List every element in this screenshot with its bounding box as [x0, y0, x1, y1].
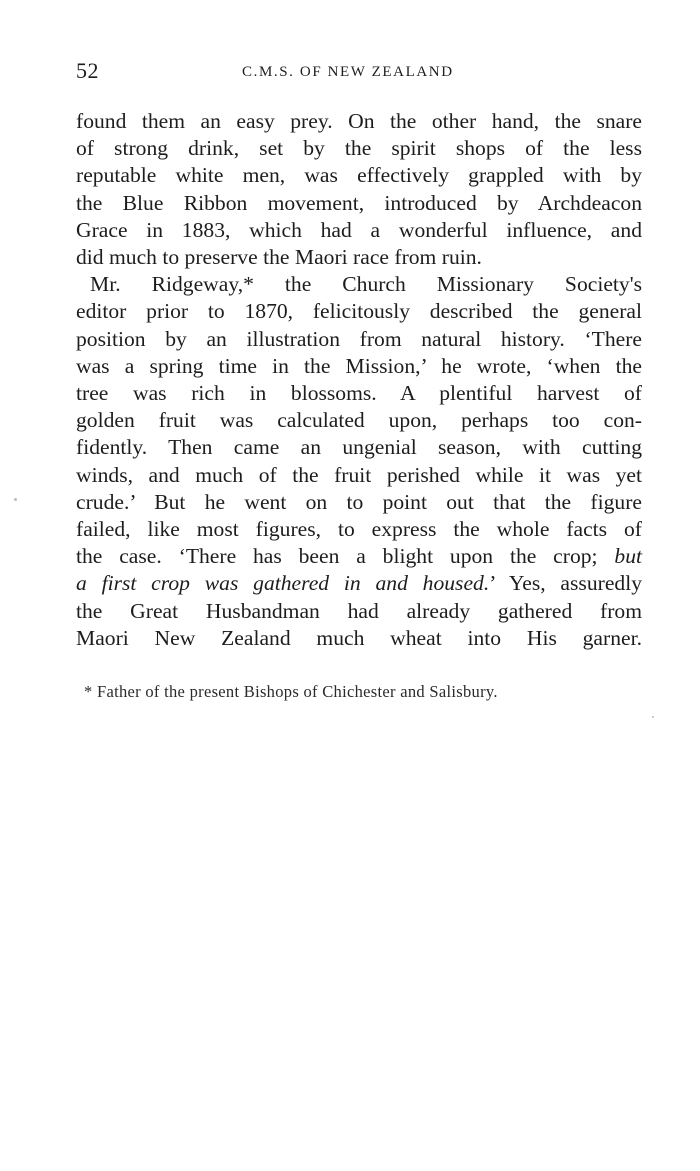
footnote: * Father of the present Bishops of Chichester and Salisbury. — [84, 682, 498, 701]
running-title: C.M.S. OF NEW ZEALAND — [242, 64, 454, 80]
paragraph-1 — [76, 108, 642, 271]
italic-run: a first crop was gathered in and housed. — [76, 571, 490, 596]
text-line: of strong drink, set by the spirit shops of the less — [76, 136, 642, 161]
text-line: Grace in 1883, which had a wonderful influence, and — [76, 217, 642, 242]
text-line-with-italic — [76, 543, 642, 570]
text-line: position by an illustration from natural history. ‘There — [76, 326, 642, 351]
text-line-with-italic — [76, 570, 642, 597]
text-line: the Great Husbandman had already gathered from — [76, 598, 642, 623]
text-run: ’ Yes, assuredly — [489, 571, 642, 596]
running-head — [76, 58, 642, 88]
text-line: was a spring time in the Mission,’ he wrote, ‘when the — [76, 353, 642, 378]
text-line: Mr. Ridgeway,* the Church Missionary Society's — [90, 272, 642, 297]
text-line: failed, like most figures, to express the whole facts of — [76, 517, 642, 542]
body-text — [76, 108, 642, 652]
text-line: crude.’ But he went on to point out that the figure — [76, 489, 642, 514]
text-line: found them an easy prey. On the other hand, the snare — [76, 109, 642, 133]
text-line: Maori New Zealand much wheat into His garner. — [76, 625, 642, 650]
text-line: did much to preserve the Maori race from ruin. — [76, 245, 482, 270]
text-run: the case. ‘There has been a blight upon the crop; — [76, 544, 598, 569]
scan-speck — [14, 498, 17, 501]
scan-speck — [652, 716, 654, 718]
text-line: golden fruit was calculated upon, perhaps too con- — [76, 408, 642, 433]
paragraph-2 — [76, 271, 642, 652]
italic-run: but — [614, 544, 642, 569]
text-line: editor prior to 1870, felicitously described the general — [76, 299, 642, 324]
text-line: the Blue Ribbon movement, introduced by Archdeacon — [76, 190, 642, 215]
page-number: 52 — [76, 58, 99, 83]
text-line: fidently. Then came an ungenial season, with cutting — [76, 435, 642, 460]
text-line: winds, and much of the fruit perished while it was yet — [76, 462, 642, 487]
text-line: reputable white men, was effectively grappled with by — [76, 163, 642, 188]
text-line: tree was rich in blossoms. A plentiful harvest of — [76, 381, 642, 406]
